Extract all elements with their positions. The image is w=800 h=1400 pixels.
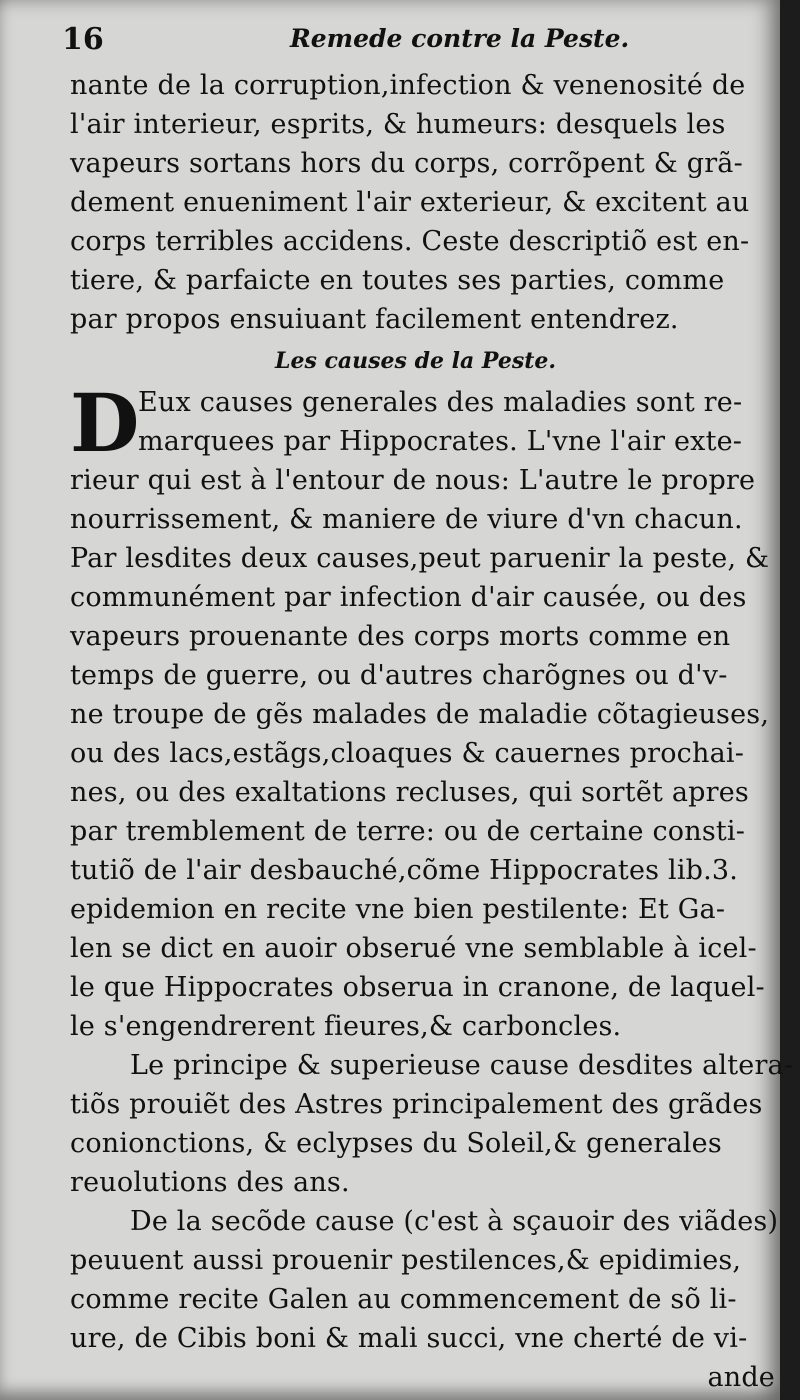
text-line: Le principe & superieuse cause desdites altera- [130, 1050, 794, 1081]
text-line: tutiõ de l'air desbauché,cõme Hippocrates lib.3. [70, 855, 739, 886]
text-line: epidemion en recite vne bien pestilente: Et Ga- [70, 894, 726, 925]
text-line: le s'engendrerent fieures,& carboncles. [70, 1011, 622, 1042]
text-line: ure, de Cibis boni & mali succi, vne cherté de vi- [70, 1323, 748, 1354]
paragraph-2 [70, 376, 775, 1046]
text-line: len se dict en auoir obserué vne semblable à icel- [70, 933, 757, 964]
paragraph-4 [70, 1202, 779, 1397]
text-line: nante de la corruption,infection & venenosité de [70, 70, 746, 101]
page-number: 16 [62, 22, 104, 57]
text-line: par tremblement de terre: ou de certaine consti- [70, 816, 746, 847]
text-line: communément par infection d'air causée, ou des [70, 582, 747, 613]
drop-cap: D [70, 376, 140, 470]
page-text-block [62, 22, 794, 1397]
text-line: corps terribles accidens. Ceste descriptiõ est en- [70, 226, 750, 257]
paragraph-1 [70, 66, 775, 339]
text-line: tiere, & parfaicte en toutes ses parties, comme [70, 265, 725, 296]
drop-cap-block [70, 376, 775, 470]
text-line: reuolutions des ans. [70, 1167, 350, 1198]
text-line: comme recite Galen au commencement de sõ li- [70, 1284, 737, 1315]
section-heading: Les causes de la Peste. [275, 348, 557, 374]
text-line: peuuent aussi prouenir pestilences,& epidimies, [70, 1245, 742, 1276]
text-line: nourrissement, & maniere de viure d'vn chacun. [70, 504, 743, 535]
text-line: par propos ensuiuant facilement entendrez. [70, 304, 679, 335]
text-line: conionctions, & eclypses du Soleil,& generales [70, 1128, 722, 1159]
catchword: ande [707, 1362, 775, 1393]
text-line: nes, ou des exaltations recluses, qui sortẽt apres [70, 777, 749, 808]
text-line: De la secõde cause (c'est à sçauoir des viãdes) [130, 1206, 779, 1237]
page-header [62, 22, 775, 66]
text-line: Eux causes generales des maladies sont re- [138, 387, 743, 418]
text-line: dement enueniment l'air exterieur, & excitent au [70, 187, 750, 218]
text-line: l'air interieur, esprits, & humeurs: desquels les [70, 109, 726, 140]
text-line: temps de guerre, ou d'autres charõgnes ou d'v- [70, 660, 728, 691]
text-line: ou des lacs,estãgs,cloaques & cauernes prochai- [70, 738, 745, 769]
paragraph-3 [70, 1046, 794, 1202]
text-line: rieur qui est à l'entour de nous: L'autre le propre [70, 465, 756, 496]
text-line: marquees par Hippocrates. L'vne l'air exte- [138, 426, 743, 457]
text-line: vapeurs prouenante des corps morts comme en [70, 621, 731, 652]
running-title: Remede contre la Peste. [290, 24, 630, 53]
text-line: le que Hippocrates obserua in cranone, de laquel- [70, 972, 765, 1003]
text-line: ne troupe de gẽs malades de maladie cõtagieuses, [70, 699, 770, 730]
text-line: tiõs prouiẽt des Astres principalement des grãdes [70, 1089, 763, 1120]
text-line: Par lesdites deux causes,peut paruenir la peste, & [70, 543, 770, 574]
text-line: vapeurs sortans hors du corps, corrõpent & grã- [70, 148, 743, 179]
